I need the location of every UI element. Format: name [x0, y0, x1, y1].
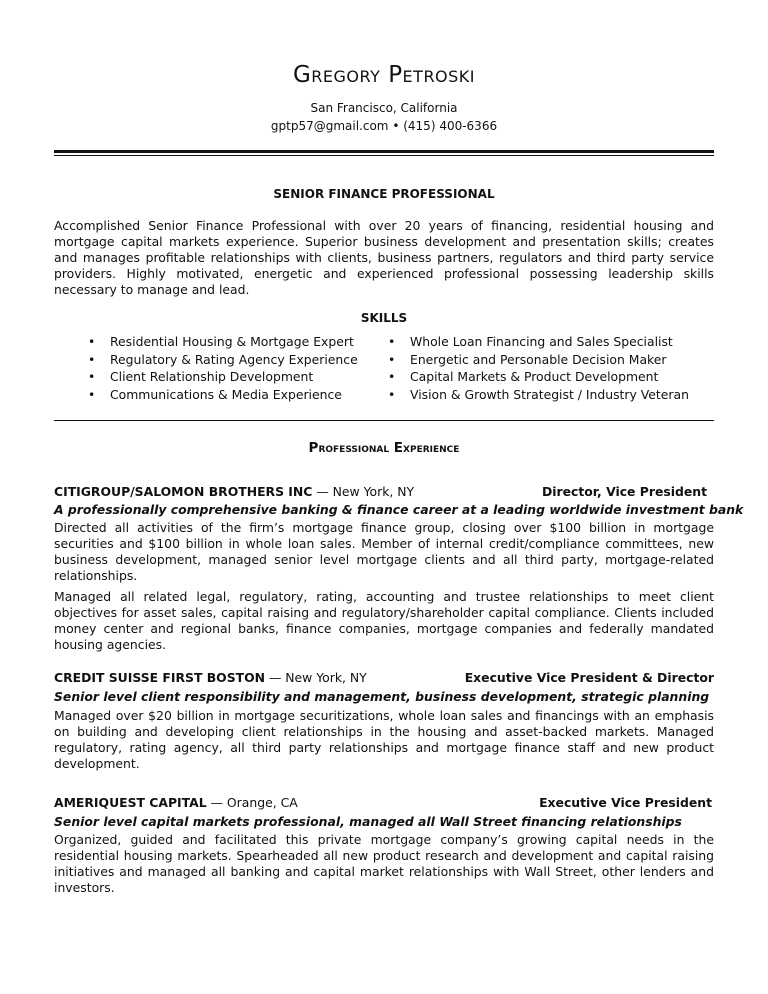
skills-list-right — [388, 333, 689, 403]
contact-separator: • — [392, 119, 400, 133]
company-name: AMERIQUEST CAPITAL — [54, 795, 207, 810]
company-name: CITIGROUP/SALOMON BROTHERS INC — [54, 484, 313, 499]
skills-heading: SKILLS — [360, 311, 408, 325]
contact-line — [0, 119, 768, 133]
company-location: — New York, NY — [312, 484, 415, 499]
email: gptp57@gmail.com — [270, 119, 389, 133]
summary-heading: SENIOR FINANCE PROFESSIONAL — [273, 187, 495, 201]
job-title: Director, Vice President — [541, 484, 707, 499]
job-header — [54, 484, 714, 499]
skill-item: • Regulatory & Rating Agency Experience — [88, 351, 358, 369]
company-name: CREDIT SUISSE FIRST BOSTON — [54, 670, 265, 685]
job-description: Organized, guided and facilitated this private mortgage company’s growing capital needs in the residential housing markets. Spearheaded all new product research and development and capital raising initiatives and managed all banking and capital market relationships with Wall Street, other lenders and investors. — [54, 832, 714, 895]
skill-item: • Client Relationship Development — [88, 368, 358, 386]
skill-item: • Communications & Media Experience — [88, 386, 358, 404]
experience-heading: Professional Experience — [308, 440, 460, 456]
job-tagline: A professionally comprehensive banking & finance career at a leading worldwide investment bank — [54, 502, 744, 517]
job-tagline: Senior level capital markets professional, managed all Wall Street financing relationships — [54, 814, 682, 829]
job-description: Managed over $20 billion in mortgage securitizations, whole loan sales and financings with an emphasis on building and developing client relationships in the housing and asset-backed markets. Managed regulatory, rating agency, all third party relationships and mortgage finance staff and new product development. — [54, 708, 714, 771]
skill-item: • Vision & Growth Strategist / Industry Veteran — [388, 386, 689, 404]
summary-paragraph: Accomplished Senior Finance Professional with over 20 years of financing, residential housing and mortgage capital markets experience. Superior business development and presentation skills; creates and manages profitable relationships with clients, business partners, regulators and third party service providers. Highly motivated, energetic and experienced professional possessing leadership skills necessary to manage and lead. — [54, 218, 714, 297]
company-location: — Orange, CA — [206, 795, 298, 810]
location: San Francisco, California — [310, 101, 458, 115]
skill-item: • Whole Loan Financing and Sales Specialist — [388, 333, 689, 351]
skill-item: • Energetic and Personable Decision Maker — [388, 351, 689, 369]
job-description: Managed all related legal, regulatory, rating, accounting and trustee relationships to meet client objectives for asset sales, capital raising and regulatory/shareholder capital compliance. Clients included money center and regional banks, finance companies, mortgage companies and federally mandated housing agencies. — [54, 589, 714, 652]
job-header — [54, 795, 714, 810]
company-location: — New York, NY — [265, 670, 367, 685]
skill-item: • Residential Housing & Mortgage Expert — [88, 333, 358, 351]
header-rule-top — [54, 150, 714, 153]
header-rule-bottom — [54, 155, 714, 156]
job-description: Directed all activities of the firm’s mortgage finance group, closing over $100 billion in mortgage securities and $100 billion in whole loan sales. Member of internal credit/compliance committees, new business development, managed senior level mortgage clients and all third party, mortgage-related relationships. — [54, 520, 714, 583]
skills-rule — [54, 420, 714, 421]
skills-list-left — [88, 333, 358, 403]
job-header — [54, 670, 714, 685]
phone: (415) 400-6366 — [403, 119, 498, 133]
job-tagline: Senior level client responsibility and management, business development, strategic planning — [54, 689, 710, 704]
skill-item: • Capital Markets & Product Development — [388, 368, 689, 386]
job-title: Executive Vice President & Director — [464, 670, 714, 685]
candidate-name: Gregory Petroski — [292, 62, 476, 88]
job-title: Executive Vice President — [539, 795, 712, 810]
